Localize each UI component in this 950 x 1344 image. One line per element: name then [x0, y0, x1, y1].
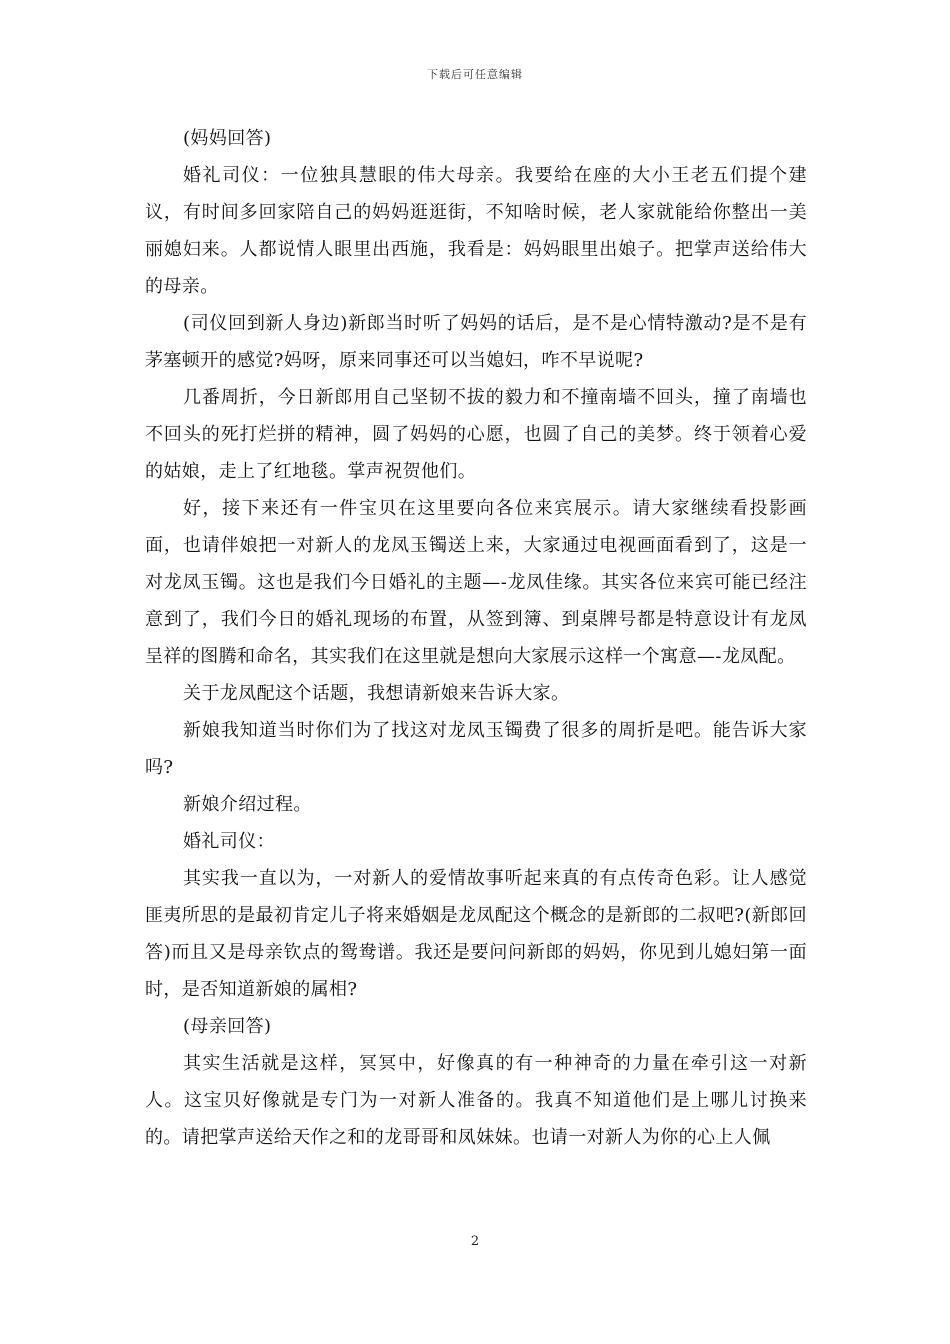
paragraph-bride-question: 新娘我知道当时你们为了找这对龙凤玉镯费了很多的周折是吧。能告诉大家吗? [145, 720, 807, 778]
paragraph-host-praise-mother: 婚礼司仪：一位独具慧眼的伟大母亲。我要给在座的大小王老五们提个建议，有时间多回家陪自己的妈妈逛逛街，不知啥时候，老人家就能给你整出一美丽媳妇来。人都说情人眼里出西施，我看是：妈妈眼里出娘子。把掌声送给伟大的母亲。 [145, 165, 807, 297]
paragraph-ask-bride: 关于龙凤配这个话题，我想请新娘来告诉大家。 [183, 683, 570, 704]
paragraph-red-carpet: 几番周折，今日新郎用自己坚韧不拔的毅力和不撞南墙不回头，撞了南墙也不回头的死打烂拼的精神，圆了妈妈的心愿，也圆了自己的美梦。终于领着心爱的姑娘，走上了红地毯。掌声祝贺他们。 [145, 387, 807, 482]
paragraph-host-to-groom: (司仪回到新人身边)新郎当时听了妈妈的话后，是不是心情特激动?是不是有茅塞顿开的感觉?妈呀，原来同事还可以当媳妇，咋不早说呢? [145, 313, 807, 371]
paragraph-host-label: 婚礼司仪： [183, 831, 275, 852]
paragraph-destiny: 其实生活就是这样，冥冥中，好像真的有一种神奇的力量在牵引这一对新人。这宝贝好像就是专门为一对新人准备的。我真不知道他们是上哪儿讨换来的。请把掌声送给天作之和的龙哥哥和凤妹妹。也请一对新人为你的心上人佩 [145, 1053, 807, 1148]
paragraph-mother-answer: (妈妈回答) [183, 128, 272, 149]
paragraph-legend-story: 其实我一直以为，一对新人的爱情故事听起来真的有点传奇色彩。让人感觉匪夷所思的是最初肯定儿子将来婚姻是龙凤配这个概念的是新郎的二叔吧?(新郎回答)而且又是母亲钦点的鸳鸯谱。我还是要问问新郎的妈妈，你见到儿媳妇第一面时，是否知道新娘的属相? [145, 868, 807, 1000]
paragraph-dragon-phoenix-bracelets: 好，接下来还有一件宝贝在这里要向各位来宾展示。请大家继续看投影画面，也请伴娘把一对新人的龙凤玉镯送上来，大家通过电视画面看到了，这是一对龙凤玉镯。这也是我们今日婚礼的主题—-龙凤佳缘。其实各位来宾可能已经注意到了，我们今日的婚礼现场的布置，从签到簿、到桌牌号都是特意设计有龙凤呈祥的图腾和命名，其实我们在这里就是想向大家展示这样一个寓意—-龙凤配。 [145, 498, 807, 667]
paragraph-mother-reply: (母亲回答) [183, 1016, 272, 1037]
document-body [145, 120, 807, 1156]
page-header: 下载后可任意编辑 [427, 68, 523, 81]
page-number: 2 [470, 1234, 480, 1249]
paragraph-bride-story: 新娘介绍过程。 [183, 794, 312, 815]
